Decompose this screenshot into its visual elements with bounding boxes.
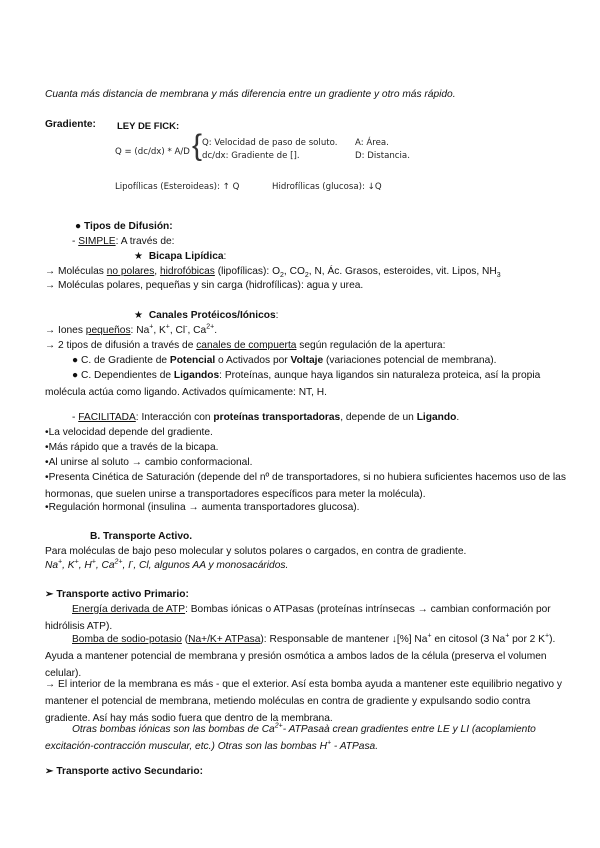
transporte-activo-desc: Para moléculas de bajo peso molecular y solutos polares o cargados, en contra de gradiente. — [45, 546, 467, 557]
fick-def-dcdx: dc/dx: Gradiente de []. — [202, 151, 300, 161]
simple-prefix: - — [72, 236, 79, 247]
moleculas-polares: → Moléculas polares, pequeñas y sin carga (hidrofílicas): agua y urea. — [45, 280, 364, 291]
bicapa-colon: : — [223, 251, 227, 262]
facilitada-item: •Regulación hormonal (insulina → aumenta transportadores glucosa). — [45, 502, 360, 513]
facilitada-line: - FACILITADA: Interacción con proteínas transportadoras, depende de un Ligando. — [72, 412, 460, 423]
fick-lipofilicas: Lipofílicas (Esteroideas): ↑ Q — [115, 182, 240, 192]
fick-formula: Q = (dc/dx) * A/D — [115, 147, 190, 157]
secundario-title: ➢ Transporte activo Secundario: — [45, 766, 203, 777]
otras-bombas: Otras bombas iónicas son las bombas de $Ca^{2+}-$ ATPasaà crean gradientes entre LE y LI (acoplamiento excitación-contracción muscular, etc.) Otras son las bombas H+ - ATPasa. — [45, 722, 536, 752]
facilitada-item: •Al unirse al soluto → cambio conformacional. — [45, 457, 253, 468]
simple-label: SIMPLE — [78, 236, 116, 247]
gradiente-label: Gradiente: — [45, 119, 96, 130]
canal-potencial: ● C. de Gradiente de Potencial o Activados por Voltaje (variaciones potencial de membrana). — [72, 355, 497, 366]
bomba-sodio-potasio: Bomba de sodio-potasio (Na+/K+ ATPasa): Responsable de mantener ↓[%] Na+ en citosol (3 Na+ por 2 K+). Ayuda a mantener potencial de membrana y presión osmótica a ambos lados de la célula (preserva el volumen celular). — [45, 632, 556, 679]
bicapa-title: Bicapa Lipídica — [148, 251, 224, 262]
facilitada-item: •Más rápido que a través de la bicapa. — [45, 442, 219, 453]
transporte-activo-ions: Na+, K+, H+, $Ca^{2+}$, I-, Cl, algunos AA y monosacáridos. — [45, 558, 289, 571]
moleculas-no-polares: → Moléculas no polares, hidrofóbicas (lipofílicas): $O_2$, $CO_2$, N, Ác. Grasos, esteroides, vit. Lipos, $NH_3$ — [45, 266, 501, 280]
dos-tipos-line: → 2 tipos de difusión a través de canales de compuerta según regulación de la apertura: — [45, 340, 446, 351]
star-icon: ★ — [134, 310, 144, 321]
fick-hidrofilicas: Hidrofílicas (glucosa): ↓Q — [272, 182, 382, 192]
tipos-difusion-title: ● Tipos de Difusión: — [75, 221, 173, 232]
facilitada-item: •La velocidad depende del gradiente. — [45, 427, 213, 438]
fick-def-a: A: Área. — [355, 138, 389, 148]
interior-membrana: → El interior de la membrana es más - que el exterior. Así esta bomba ayuda a mantener este equilibrio negativo y mantener el potencial de membrana, metiendo moléculas en contra de gradiente y expulsando sodio contra gradiente. Así hay más sodio fuera que dentro de la membrana. — [45, 679, 563, 724]
fick-def-d: D: Distancia. — [355, 151, 410, 161]
fick-def-q: Q: Velocidad de paso de soluto. — [202, 138, 338, 148]
energia-atp: Energía derivada de ATP: Bombas iónicas o ATPasas (proteínas intrínsecas → cambian conformación por hidrólisis ATP). — [45, 604, 551, 632]
star-icon: ★ — [134, 251, 144, 262]
canal-ligandos: ● C. Dependientes de Ligandos: Proteínas, aunque haya ligandos sin naturaleza proteica, así la propia molécula actúa como ligando. Activados químicamente: NT, H. — [45, 370, 541, 398]
fick-brace: { — [192, 129, 203, 162]
canales-title: Canales Protéicos/Iónicos — [148, 310, 276, 321]
iones-line: → Iones pequeños: Na+, K+, Cl-, $Ca^{2+}$. — [45, 323, 218, 336]
transporte-activo-title: B. Transporte Activo. — [90, 531, 193, 542]
simple-rest: : A través de: — [115, 236, 175, 247]
primario-title: ➢ Transporte activo Primario: — [45, 589, 189, 600]
facilitada-item: •Presenta Cinética de Saturación (depende del nº de transportadores, si no hubiera suficientes hacemos uso de las hormonas, que suelen unirse a transportadores específicos para meter la molécula). — [45, 472, 566, 500]
canales-colon: : — [275, 310, 279, 321]
fick-title: LEY DE FICK: — [117, 121, 180, 132]
intro-text: Cuanta más distancia de membrana y más diferencia entre un gradiente y otro más rápido. — [45, 89, 456, 100]
